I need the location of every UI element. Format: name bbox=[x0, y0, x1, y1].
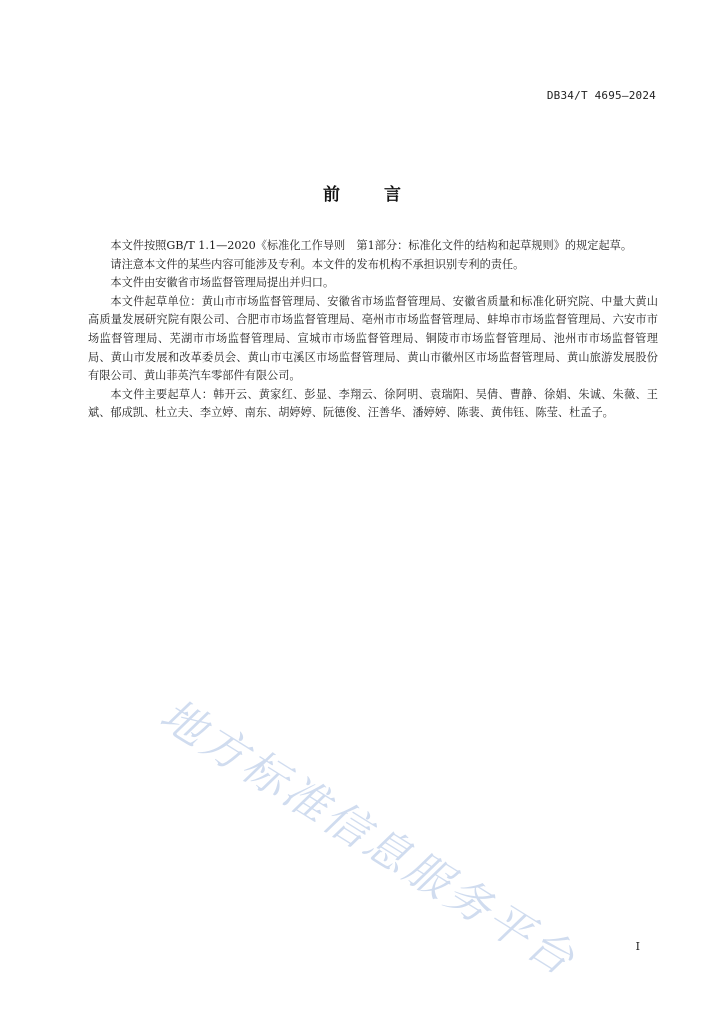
paragraph-patent-notice: 请注意本文件的某些内容可能涉及专利。本文件的发布机构不承担识别专利的责任。 bbox=[110, 257, 525, 271]
paragraph-drafting-units: 本文件起草单位：黄山市市场监督管理局、安徽省市场监督管理局、安徽省质量和标准化研究院、中量大黄山高质量发展研究院有限公司、合肥市市场监督管理局、亳州市市场监督管理局、蚌埠市市场监督管理局、六安市市场监督管理局、芜湖市市场监督管理局、宣城市市场监督管理局、铜陵市市场监督管理局、池州市市场监督管理局、黄山市发展和改革委员会、黄山市屯溪区市场监督管理局、黄山市徽州区市场监督管理局、黄山旅游发展股份有限公司、黄山菲英汽车零部件有限公司。 bbox=[88, 294, 658, 383]
paragraph-proposer: 本文件由安徽省市场监督管理局提出并归口。 bbox=[110, 276, 335, 290]
section-title: 前言 bbox=[323, 185, 445, 205]
paragraph-drafting-rules: 本文件按照GB/T 1.1—2020《标准化工作导则 第1部分：标准化文件的结构和起草规则》的规定起草。 bbox=[110, 239, 633, 252]
document-code: DB34/T 4695—2024 bbox=[546, 89, 656, 102]
watermark: 地方标准信息服务平台 bbox=[151, 689, 586, 987]
paragraph-drafters: 本文件主要起草人：韩开云、黄家红、彭显、李翔云、徐阿明、袁瑞阳、吴倩、曹静、徐娟、朱诚、朱薇、王斌、郁成凯、杜立夫、李立婷、南东、胡婷婷、阮德俊、汪善华、潘婷婷、陈裴、黄伟钰、陈莹、杜孟子。 bbox=[88, 387, 658, 420]
foreword-body bbox=[88, 237, 658, 423]
page-number: I bbox=[635, 940, 640, 953]
